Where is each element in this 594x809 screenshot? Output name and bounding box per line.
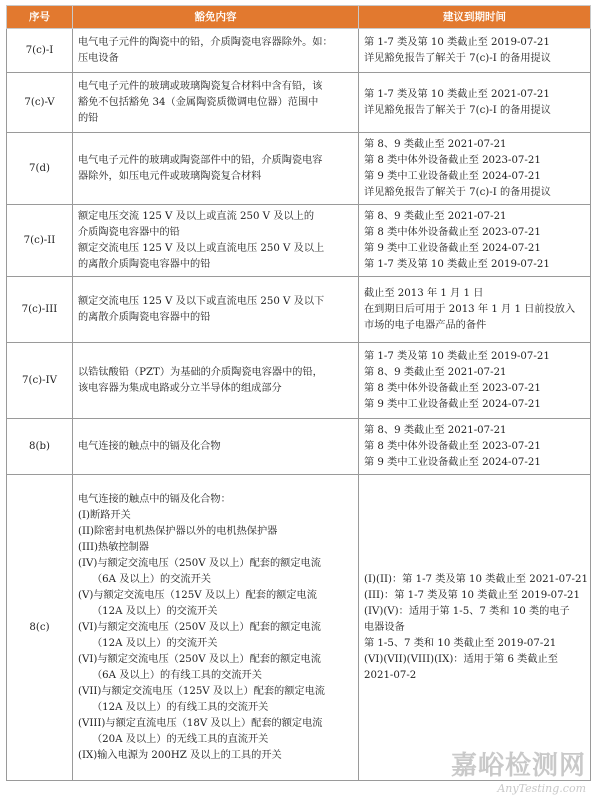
expiry-date-line: 第 8 类中体外设备截止至 2023-07-21 (364, 440, 541, 452)
exemption-content-line: 该电容器为集成电路或分立半导体的组成部分 (78, 382, 282, 394)
exemption-id: 7(c)-II (7, 205, 73, 277)
exemption-id: 8(c) (7, 475, 73, 781)
exemption-content-line: (III)热敏控制器 (78, 541, 149, 553)
header-index: 序号 (7, 6, 73, 29)
exemption-content-line: (IX)输入电源为 200HZ 及以上的工具的开关 (78, 749, 282, 761)
exemption-content-line: (VIII)与额定直流电压（18V 及以上）配套的额定电流 (78, 717, 323, 729)
expiry-date-cell (359, 205, 591, 277)
exemption-content-line: 电气电子元件的玻璃或陶瓷部件中的铅，介质陶瓷电容 (78, 154, 323, 166)
table-row (7, 343, 591, 419)
header-expiry: 建议到期时间 (359, 6, 591, 29)
header-content: 豁免内容 (73, 6, 359, 29)
exemption-content-cell (73, 419, 359, 475)
expiry-date-line: (IV)(V)：适用于第 1-5、7 类和 10 类的电子 (364, 605, 570, 617)
expiry-date-line: 第 1-5、7 类和 10 类截止至 2019-07-21 (364, 637, 557, 649)
watermark-url: AnyTesting.com (497, 782, 586, 795)
exemption-content-line: （12A 及以上）的交流开关 (92, 637, 218, 649)
exemption-content-line: 额定交流电压 125 V 及以下或直流电压 250 V 及以下 (78, 295, 325, 307)
exemption-content-line: 额定交流电压 125 V 及以上或直流电压 250 V 及以上 (78, 242, 325, 254)
exemption-content-line: (I)断路开关 (78, 509, 131, 521)
expiry-date-cell (359, 343, 591, 419)
exemption-content-line: 以锆钛酸铅（PZT）为基础的介质陶瓷电容器中的铅， (78, 366, 323, 378)
expiry-date-cell (359, 73, 591, 133)
expiry-date-line: 2021-07-2 (364, 669, 417, 681)
exemption-content-cell (73, 205, 359, 277)
table-row (7, 29, 591, 73)
expiry-date-line: 第 8、9 类截止至 2021-07-21 (364, 210, 507, 222)
exemption-content-line: 介质陶瓷电容器中的铅 (78, 226, 180, 238)
expiry-date-line: 第 1-7 类及第 10 类截止至 2019-07-21 (364, 36, 550, 48)
expiry-date-line: 第 9 类中工业设备截止至 2024-07-21 (364, 456, 541, 468)
expiry-date-line: 市场的电子电器产品的备件 (364, 319, 487, 331)
expiry-date-line: 第 9 类中工业设备截止至 2024-07-21 (364, 398, 541, 410)
table-header-row (7, 6, 591, 29)
exemption-content-cell (73, 343, 359, 419)
table-row (7, 73, 591, 133)
table-row (7, 419, 591, 475)
expiry-date-line: 第 8 类中体外设备截止至 2023-07-21 (364, 226, 541, 238)
expiry-date-line: 第 8、9 类截止至 2021-07-21 (364, 138, 507, 150)
exemption-id: 7(d) (7, 133, 73, 205)
exemption-content-line: 的离散介质陶瓷电容器中的铅 (78, 311, 211, 323)
table-row (7, 133, 591, 205)
table-row (7, 205, 591, 277)
expiry-date-line: 第 1-7 类及第 10 类截止至 2019-07-21 (364, 350, 550, 362)
expiry-date-line: 在到期日后可用于 2013 年 1 月 1 日前投放入 (364, 303, 576, 315)
expiry-date-line: 第 1-7 类及第 10 类截止至 2019-07-21 (364, 258, 550, 270)
table-row (7, 277, 591, 343)
expiry-date-line: 第 1-7 类及第 10 类截止至 2021-07-21 (364, 88, 550, 100)
expiry-date-line: 第 8、9 类截止至 2021-07-21 (364, 366, 507, 378)
exemption-content-line: （6A 及以上）的有线工具的交流开关 (92, 669, 262, 681)
exemption-content-line: 的铅 (78, 112, 99, 124)
exemption-id: 8(b) (7, 419, 73, 475)
exemption-content-cell (73, 29, 359, 73)
expiry-date-line: 详见豁免报告了解关于 7(c)-I 的备用提议 (364, 104, 551, 116)
expiry-date-cell (359, 419, 591, 475)
expiry-date-line: 第 8 类中体外设备截止至 2023-07-21 (364, 382, 541, 394)
exemption-content-line: 压电设备 (78, 52, 119, 64)
watermark-logo-text: 嘉峪检测网 (450, 751, 586, 781)
expiry-date-line: 第 8、9 类截止至 2021-07-21 (364, 424, 507, 436)
exemption-table (6, 5, 591, 781)
exemption-content-line: 电气连接的触点中的镉及化合物 (78, 440, 221, 452)
exemption-content-line: （12A 及以上）的交流开关 (92, 605, 218, 617)
exemption-content-line: 电气电子元件的玻璃或玻璃陶瓷复合材料中含有铅，该 (78, 80, 323, 92)
exemption-content-cell (73, 133, 359, 205)
expiry-date-line: 电器设备 (364, 621, 405, 633)
exemption-content-line: 电气连接的触点中的镉及化合物： (78, 493, 231, 505)
exemption-content-line: 豁免不包括豁免 34（金属陶瓷质微调电位器）范围中 (78, 96, 319, 108)
exemption-id: 7(c)-IV (7, 343, 73, 419)
exemption-id: 7(c)-III (7, 277, 73, 343)
exemption-content-cell (73, 475, 359, 781)
exemption-content-line: 的离散介质陶瓷电容器中的铅 (78, 258, 211, 270)
expiry-date-line: 详见豁免报告了解关于 7(c)-I 的备用提议 (364, 186, 551, 198)
exemption-content-line: （20A 及以上）的无线工具的直流开关 (92, 733, 269, 745)
exemption-content-line: 额定电压交流 125 V 及以上或直流 250 V 及以上的 (78, 210, 315, 222)
exemption-content-line: (VI)与额定交流电压（250V 及以上）配套的额定电流 (78, 653, 321, 665)
expiry-date-line: 截止至 2013 年 1 月 1 日 (364, 287, 484, 299)
exemption-content-line: (VII)与额定交流电压（125V 及以上）配套的额定电流 (78, 685, 325, 697)
expiry-date-line: 第 9 类中工业设备截止至 2024-07-21 (364, 242, 541, 254)
expiry-date-cell (359, 133, 591, 205)
expiry-date-line: (I)(II)：第 1-7 类及第 10 类截止至 2021-07-21 (364, 573, 588, 585)
exemption-content-line: (VI)与额定交流电压（250V 及以上）配套的额定电流 (78, 621, 321, 633)
exemption-content-line: (II)除密封电机热保护器以外的电机热保护器 (78, 525, 278, 537)
exemption-id: 7(c)-I (7, 29, 73, 73)
exemption-content-line: (V)与额定交流电压（125V 及以上）配套的额定电流 (78, 589, 317, 601)
exemption-content-line: （12A 及以上）的有线工具的交流开关 (92, 701, 269, 713)
exemption-content-line: （6A 及以上）的交流开关 (92, 573, 211, 585)
expiry-date-cell (359, 29, 591, 73)
exemption-content-line: (IV)与额定交流电压（250V 及以上）配套的额定电流 (78, 557, 321, 569)
exemption-content-cell (73, 277, 359, 343)
exemption-content-cell (73, 73, 359, 133)
expiry-date-line: (VI)(VII)(VIII)(IX)：适用于第 6 类截止至 (364, 653, 558, 665)
expiry-date-line: (III)：第 1-7 类及第 10 类截止至 2019-07-21 (364, 589, 581, 601)
expiry-date-line: 第 8 类中体外设备截止至 2023-07-21 (364, 154, 541, 166)
exemption-id: 7(c)-V (7, 73, 73, 133)
exemption-content-line: 电气电子元件的陶瓷中的铅，介质陶瓷电容器除外。如： (78, 36, 333, 48)
expiry-date-line: 第 9 类中工业设备截止至 2024-07-21 (364, 170, 541, 182)
exemption-content-line: 器除外，如压电元件或玻璃陶瓷复合材料 (78, 170, 262, 182)
expiry-date-cell (359, 475, 591, 781)
table-row (7, 475, 591, 781)
expiry-date-cell (359, 277, 591, 343)
expiry-date-line: 详见豁免报告了解关于 7(c)-I 的备用提议 (364, 52, 551, 64)
